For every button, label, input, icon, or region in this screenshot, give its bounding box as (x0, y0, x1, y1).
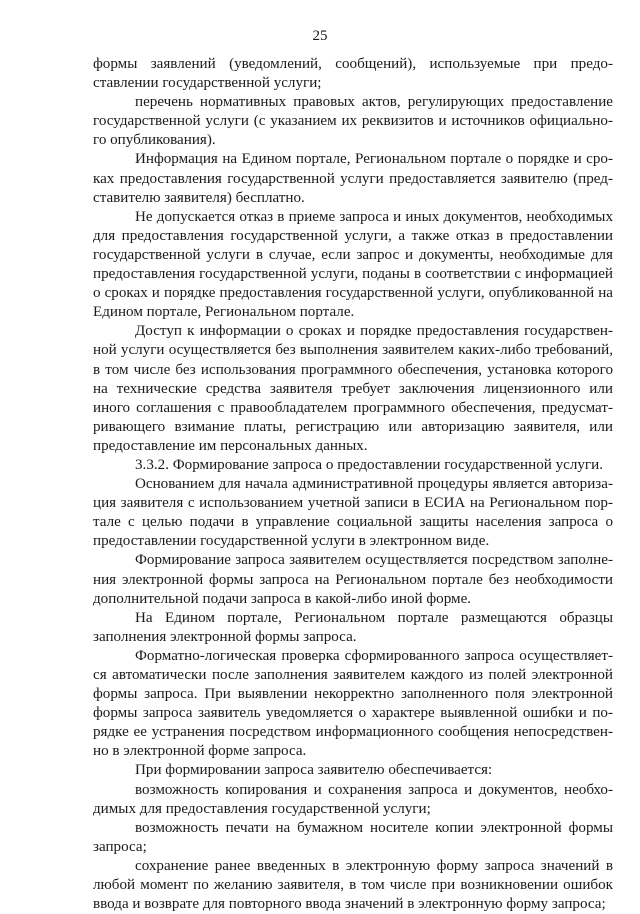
paragraph-forms-continued: формы заявлений (уведомлений, сообщений), используемые при предоставлении государственной услуги; (93, 56, 613, 92)
list-item-print: возможность печати на бумажном носителе копии электронной формы запроса; (93, 819, 613, 855)
paragraph-normative-acts: перечень нормативных правовых актов, регулирующих предоставление государственной услуги (с указанием их реквизитов и источников официального опубликования). (93, 94, 613, 149)
section-heading-3-3-2: 3.3.2. Формирование запроса о предоставлении государственной услуги. (135, 456, 603, 473)
document-body (93, 55, 613, 914)
paragraph-request-formation: Формирование запроса заявителем осуществляется посредством заполнения электронной формы запроса на Региональном портале без необходимости дополнительной подачи запроса в какой-либо иной форме. (93, 552, 613, 607)
paragraph-format-check: Форматно-логическая проверка сформированного запроса осуществляется автоматически после заполнения заявителем каждого из полей электронной формы запроса. При выявлении некорректно заполненного поля электронной формы запроса заявитель уведомляется о характере выявленной ошибки и порядке ее устранения посредством информационного сообщения непосредственно в электронной форме запроса. (93, 647, 613, 760)
paragraph-form-samples: На Едином портале, Региональном портале размещаются образцы заполнения электронной формы запроса. (93, 609, 613, 645)
list-item-save-values: сохранение ранее введенных в электронную форму запроса значений в любой момент по желанию заявителя, в том числе при возникновении ошибок ввода и возврате для повторного ввода значений в электронную форму запроса; (93, 857, 613, 913)
page-number: 25 (312, 28, 328, 44)
paragraph-access-to-information: Доступ к информации о сроках и порядке предоставления государственной услуги осуществляется без выполнения заявителем каких-либо требований, в том числе без использования программного обеспечения, установка которого на технические средства заявителя требует заключения лицензионного или иного соглашения с правообладателем программного обеспечения, предусматривающего взимание платы, регистрацию или авторизацию заявителя, или предоставление им персональных данных. (93, 323, 613, 454)
paragraph-provided-features-intro: При формировании запроса заявителю обеспечивается: (135, 762, 493, 779)
paragraph-refusal-not-allowed: Не допускается отказ в приеме запроса и иных документов, необходимых для предоставления государственной услуги, а также отказ в предоставлении государственной услуги в случае, если запрос и документы, необходимые для предоставления государственной услуги, поданы в соответствии с информацией о сроках и порядке предоставления государственной услуги, опубликованной на Едином портале, Региональном портале. (93, 208, 613, 321)
paragraph-portal-info-free: Информация на Едином портале, Региональном портале о порядке и сроках предоставления государственной услуги предоставляется заявителю (представителю заявителя) бесплатно. (93, 151, 613, 206)
paragraph-procedure-basis: Основанием для начала административной процедуры является авторизация заявителя с использованием учетной записи в ЕСИА на Региональном портале с целью подачи в управление социальной защиты населения запроса о предоставлении государственной услуги в электронном виде. (93, 476, 613, 550)
list-item-copy-save: возможность копирования и сохранения запроса и документов, необходимых для предоставления государственной услуги; (93, 781, 613, 817)
